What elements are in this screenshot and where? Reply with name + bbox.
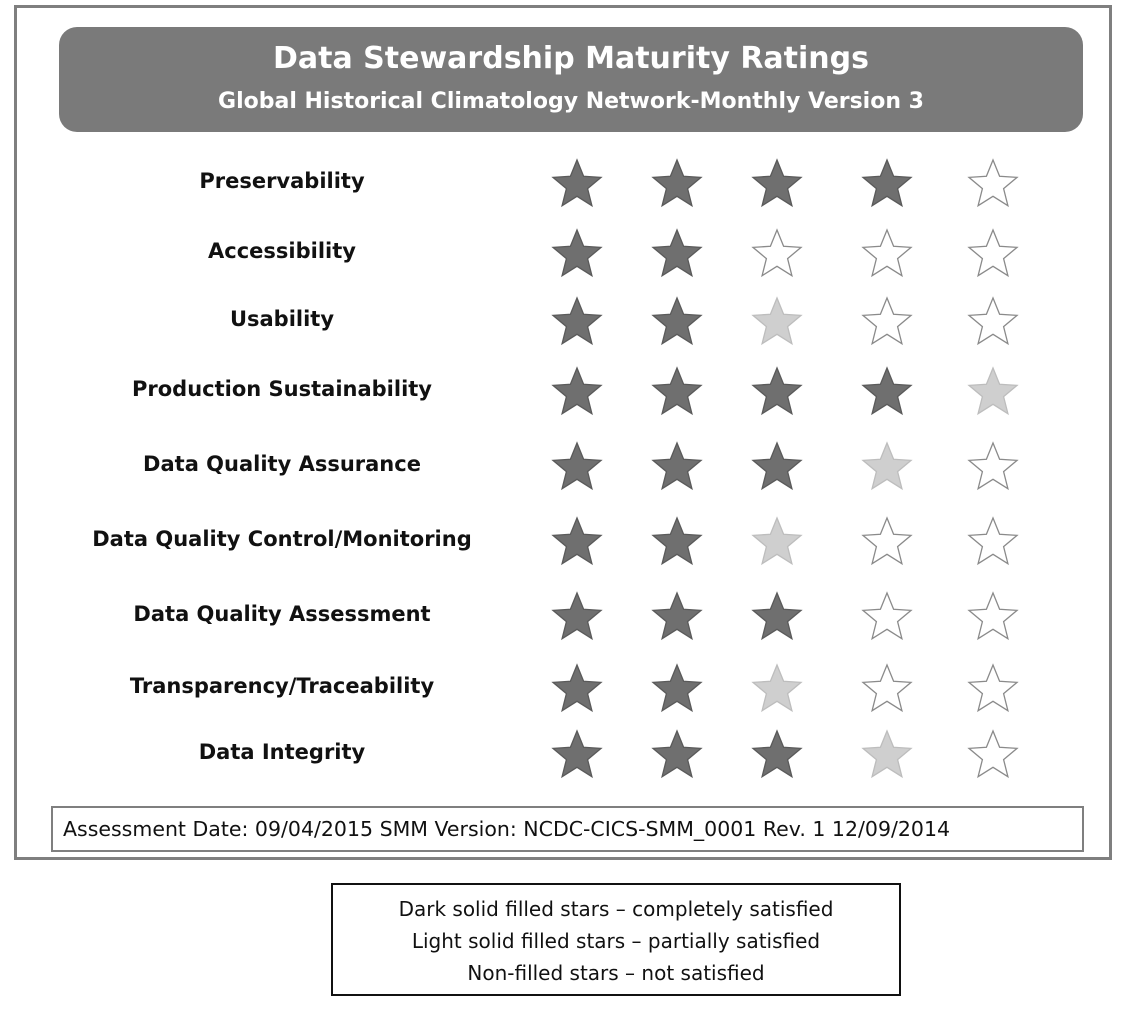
star-empty-icon	[861, 590, 913, 642]
star-empty-icon	[967, 227, 1019, 279]
star-dark-icon	[751, 157, 803, 209]
star-dark-icon	[651, 728, 703, 780]
star-dark-icon	[551, 728, 603, 780]
star-light-icon	[751, 515, 803, 567]
star-light-icon	[751, 295, 803, 347]
star-empty-icon	[751, 227, 803, 279]
star-dark-icon	[651, 515, 703, 567]
star-dark-icon	[551, 515, 603, 567]
star-dark-icon	[751, 728, 803, 780]
star-empty-icon	[861, 662, 913, 714]
rating-row	[17, 724, 1109, 784]
page-title: Data Stewardship Maturity Ratings	[273, 41, 869, 76]
rating-row	[17, 153, 1109, 213]
rating-label: Preservability	[199, 169, 365, 193]
rating-row	[17, 658, 1109, 718]
legend-empty: Non-filled stars – not satisfied	[467, 961, 765, 985]
rating-row	[17, 361, 1109, 421]
rating-label: Accessibility	[208, 239, 356, 263]
rating-row	[17, 436, 1109, 496]
legend-dark: Dark solid filled stars – completely satisfied	[398, 897, 834, 921]
rating-label: Usability	[229, 307, 335, 331]
star-dark-icon	[651, 365, 703, 417]
star-dark-icon	[651, 662, 703, 714]
star-dark-icon	[551, 295, 603, 347]
star-empty-icon	[861, 515, 913, 567]
legend	[331, 883, 901, 996]
star-dark-icon	[751, 365, 803, 417]
star-dark-icon	[551, 662, 603, 714]
rating-row	[17, 586, 1109, 646]
star-empty-icon	[967, 590, 1019, 642]
ratings-panel	[14, 5, 1112, 860]
rating-label: Data Quality Control/Monitoring	[92, 527, 472, 551]
star-empty-icon	[967, 728, 1019, 780]
star-dark-icon	[751, 440, 803, 492]
rating-label: Production Sustainability	[132, 377, 432, 401]
star-dark-icon	[651, 227, 703, 279]
star-dark-icon	[751, 590, 803, 642]
star-dark-icon	[551, 365, 603, 417]
star-dark-icon	[861, 365, 913, 417]
rating-label: Data Quality Assessment	[133, 602, 431, 626]
rating-label: Data Integrity	[198, 740, 366, 764]
star-empty-icon	[861, 295, 913, 347]
star-empty-icon	[967, 515, 1019, 567]
rating-label: Data Quality Assurance	[143, 452, 421, 476]
star-light-icon	[967, 365, 1019, 417]
star-dark-icon	[651, 157, 703, 209]
star-dark-icon	[551, 227, 603, 279]
assessment-info: Assessment Date: 09/04/2015 SMM Version: NCDC-CICS-SMM_0001 Rev. 1 12/09/2014	[51, 806, 1084, 852]
rating-row	[17, 291, 1109, 351]
star-empty-icon	[861, 227, 913, 279]
star-dark-icon	[861, 157, 913, 209]
rating-row	[17, 511, 1109, 571]
star-empty-icon	[967, 157, 1019, 209]
star-empty-icon	[967, 662, 1019, 714]
star-dark-icon	[551, 590, 603, 642]
ratings-table	[17, 8, 1109, 857]
legend-light: Light solid filled stars – partially satisfied	[411, 929, 821, 953]
star-light-icon	[751, 662, 803, 714]
star-dark-icon	[551, 440, 603, 492]
star-dark-icon	[551, 157, 603, 209]
star-light-icon	[861, 440, 913, 492]
star-empty-icon	[967, 295, 1019, 347]
star-dark-icon	[651, 295, 703, 347]
star-empty-icon	[967, 440, 1019, 492]
star-dark-icon	[651, 440, 703, 492]
star-dark-icon	[651, 590, 703, 642]
page-subtitle: Global Historical Climatology Network-Monthly Version 3	[218, 89, 924, 114]
star-light-icon	[861, 728, 913, 780]
rating-label: Transparency/Traceability	[129, 674, 435, 698]
rating-row	[17, 223, 1109, 283]
